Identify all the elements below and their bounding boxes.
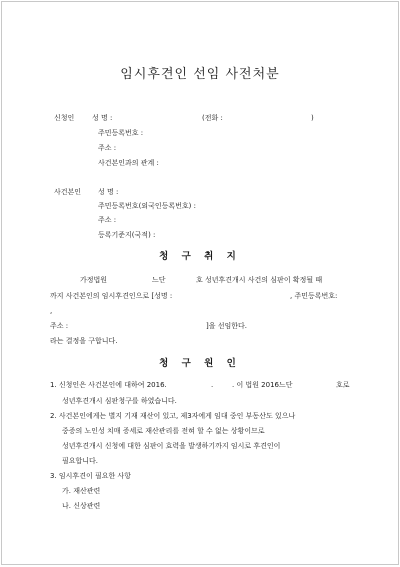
cause-item1-d: 호로 <box>336 381 350 389</box>
claim-purpose-heading: 청 구 취 지 <box>159 251 241 262</box>
cause-item1-a: 1. 신청인은 사건본인에 대하여 2016. <box>50 381 167 389</box>
claim-cause-heading: 청 구 원 인 <box>159 358 241 369</box>
cause-item2-a: 2. 사건본인에게는 별지 기재 재산이 있고, 제3자에게 임대 중인 부동산도 있으나 <box>50 412 296 420</box>
applicant-phone-close: ) <box>311 114 314 122</box>
purpose-court: 가정법원 <box>80 276 108 284</box>
principal-rrn-label: 주민등록번호(외국인등록번호) : <box>98 202 196 210</box>
purpose-case-type: 느단 <box>152 276 166 284</box>
purpose-decision: 라는 결정을 구합니다. <box>50 337 118 345</box>
cause-item3-sub1: 가. 재산관련 <box>62 487 101 495</box>
purpose-line2: 까지 사건본인의 임시후견인으로 [성명 : <box>50 292 173 300</box>
purpose-comma: , <box>50 307 53 315</box>
cause-item2-b: 중증의 노인성 치매 증세로 재산관리를 전혀 할 수 없는 상황이므로 <box>62 427 265 435</box>
document-title: 임시후견인 선임 사전처분 <box>120 67 280 82</box>
document-page <box>1 1 399 565</box>
purpose-rrn-label: , 주민등록번호: <box>290 292 338 300</box>
cause-item1-c: . 이 법원 2016느단 <box>232 381 293 389</box>
applicant-address-label: 주소 : <box>98 144 117 152</box>
applicant-relation-label: 사건본인과의 관계 : <box>98 159 159 167</box>
cause-item1-e: 성년후견개시 심판청구를 하였습니다. <box>62 397 177 405</box>
applicant-heading: 신청인 <box>54 114 75 122</box>
cause-item1-b: . <box>211 381 214 389</box>
cause-item3: 3. 임시후견이 필요한 사항 <box>50 472 131 480</box>
principal-name-label: 성 명 : <box>98 188 119 196</box>
principal-heading: 사건본인 <box>54 188 82 196</box>
cause-item3-sub2: 나. 신상관련 <box>62 502 101 510</box>
applicant-phone-label: (전화 : <box>202 114 223 122</box>
applicant-rrn-label: 주민등록번호 : <box>98 129 144 137</box>
cause-item2-d: 필요합니다. <box>62 457 99 465</box>
purpose-line1-rest: 호 성년후견개시 사건의 심판이 확정될 때 <box>196 276 323 284</box>
principal-address-label: 주소 : <box>98 216 117 224</box>
purpose-appoint: ]을 선임한다. <box>206 322 247 330</box>
principal-registry-label: 등록기준지(국적) : <box>98 231 156 239</box>
applicant-name-label: 성 명 : <box>92 114 113 122</box>
purpose-address-label: 주소 : <box>50 322 69 330</box>
cause-item2-c: 성년후견개시 신청에 대한 심판이 효력을 발생하기까지 임시로 후견인이 <box>62 442 281 450</box>
